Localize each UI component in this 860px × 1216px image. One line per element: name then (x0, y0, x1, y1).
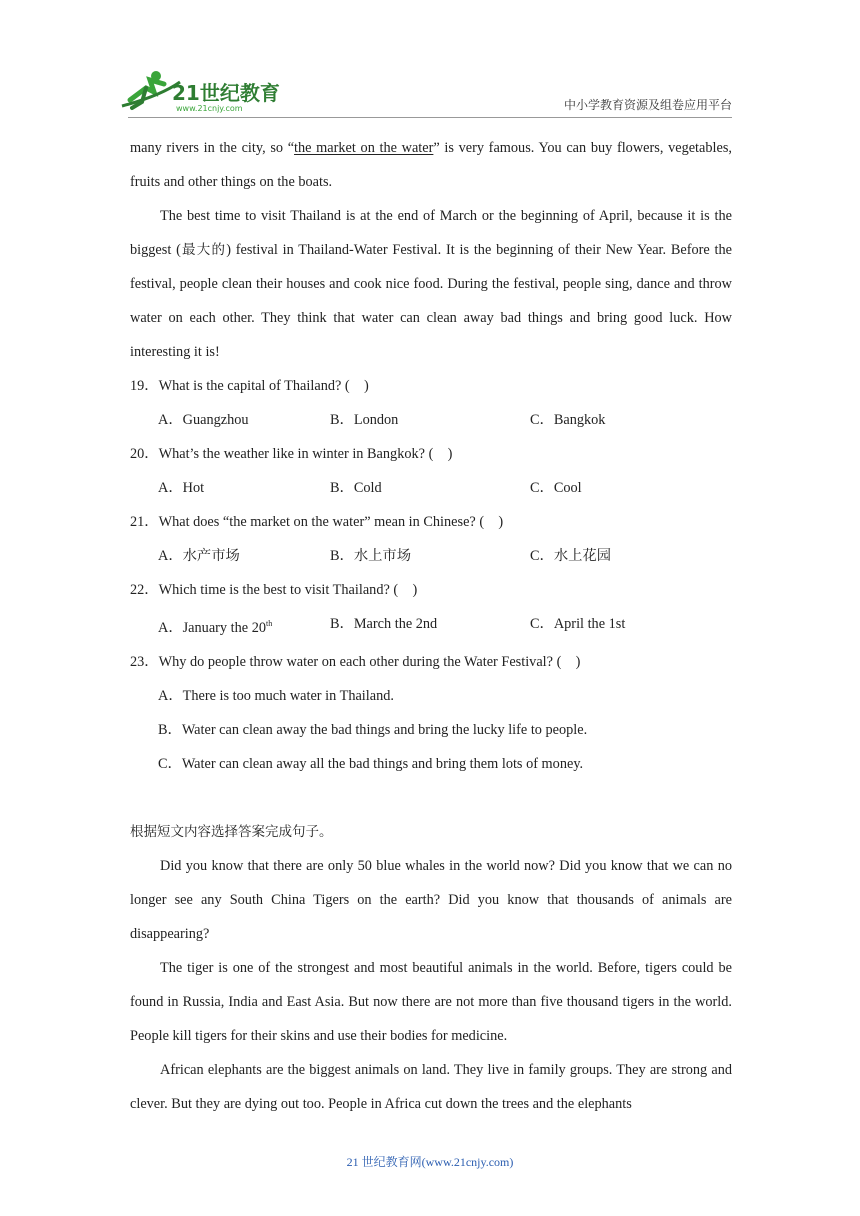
passage-paragraph: African elephants are the biggest animals on land. They live in family groups. They are strong and clever. But they are dying out too. People in Africa cut down the trees and the elephants (130, 1061, 732, 1112)
option-c: C．Cool (530, 480, 582, 496)
runner-logo-icon (120, 66, 290, 116)
underlined-phrase: the market on the water (294, 140, 434, 156)
options-21 (130, 539, 732, 573)
option-b: B．March the 2nd (330, 616, 438, 632)
option-b: B．水上市场 (330, 548, 412, 564)
section-instruction: 根据短文内容选择答案完成句子。 (130, 823, 333, 840)
footer-link[interactable]: 21 世纪教育网(www.21cnjy.com) (346, 1155, 514, 1169)
question-20: 20．What’s the weather like in winter in Bangkok? ( ) (130, 446, 453, 462)
passage-paragraph: Did you know that there are only 50 blue whales in the world now? Did you know that we can no longer see any South China Tigers on the earth? Did you know that thousands of animals are disappearing? (130, 857, 732, 942)
section-gap (130, 781, 732, 815)
passage-paragraph: many rivers in the city, so “the market on the water” is very famous. You can buy flowers, vegetables, fruits and other things on the boats. (130, 140, 732, 190)
header-divider (128, 117, 732, 118)
logo-url: www.21cnjy.com (176, 104, 243, 113)
question-21: 21．What does “the market on the water” mean in Chinese? ( ) (130, 514, 504, 530)
option-a: A．Guangzhou (158, 412, 249, 428)
question-22: 22．Which time is the best to visit Thailand? ( ) (130, 582, 418, 598)
site-logo (120, 66, 290, 116)
option-a: A．Hot (158, 480, 205, 496)
passage-paragraph: The best time to visit Thailand is at the end of March or the beginning of April, because it is the biggest (最大的) festival in Thailand-Water Festival. It is the beginning of their New Year. Before the festival, people clean their houses and cook nice food. During the festival, people sing, dance and throw water on each other. They think that water can clean away bad things and bring good luck. How interesting it is! (130, 208, 733, 360)
question-23: 23．Why do people throw water on each other during the Water Festival? ( ) (130, 653, 581, 670)
option-b: B．Water can clean away the bad things and bring the lucky life to people. (158, 721, 588, 738)
question-19: 19．What is the capital of Thailand? ( ) (130, 378, 369, 394)
option-b: B．London (330, 412, 399, 428)
options-19 (130, 403, 732, 437)
option-c: C．Bangkok (530, 412, 606, 428)
option-a: A．January the 20th (158, 619, 273, 636)
option-c: C．水上花园 (530, 548, 612, 564)
option-c: C．Water can clean away all the bad things and bring them lots of money. (158, 755, 584, 772)
option-a: A．水产市场 (158, 548, 240, 564)
options-20 (130, 471, 732, 505)
option-c: C．April the 1st (530, 616, 626, 632)
option-b: B．Cold (330, 480, 382, 496)
options-22 (130, 607, 732, 645)
document-body (130, 131, 732, 1121)
platform-name: 中小学教育资源及组卷应用平台 (563, 98, 732, 112)
logo-title: 21世纪教育 (172, 81, 280, 105)
option-a: A．There is too much water in Thailand. (158, 687, 394, 704)
passage-paragraph: The tiger is one of the strongest and most beautiful animals in the world. Before, tigers could be found in Russia, India and East Asia. But now there are not more than five thousand tigers in the world. People kill tigers for their skins and use their bodies for medicine. (130, 959, 732, 1044)
